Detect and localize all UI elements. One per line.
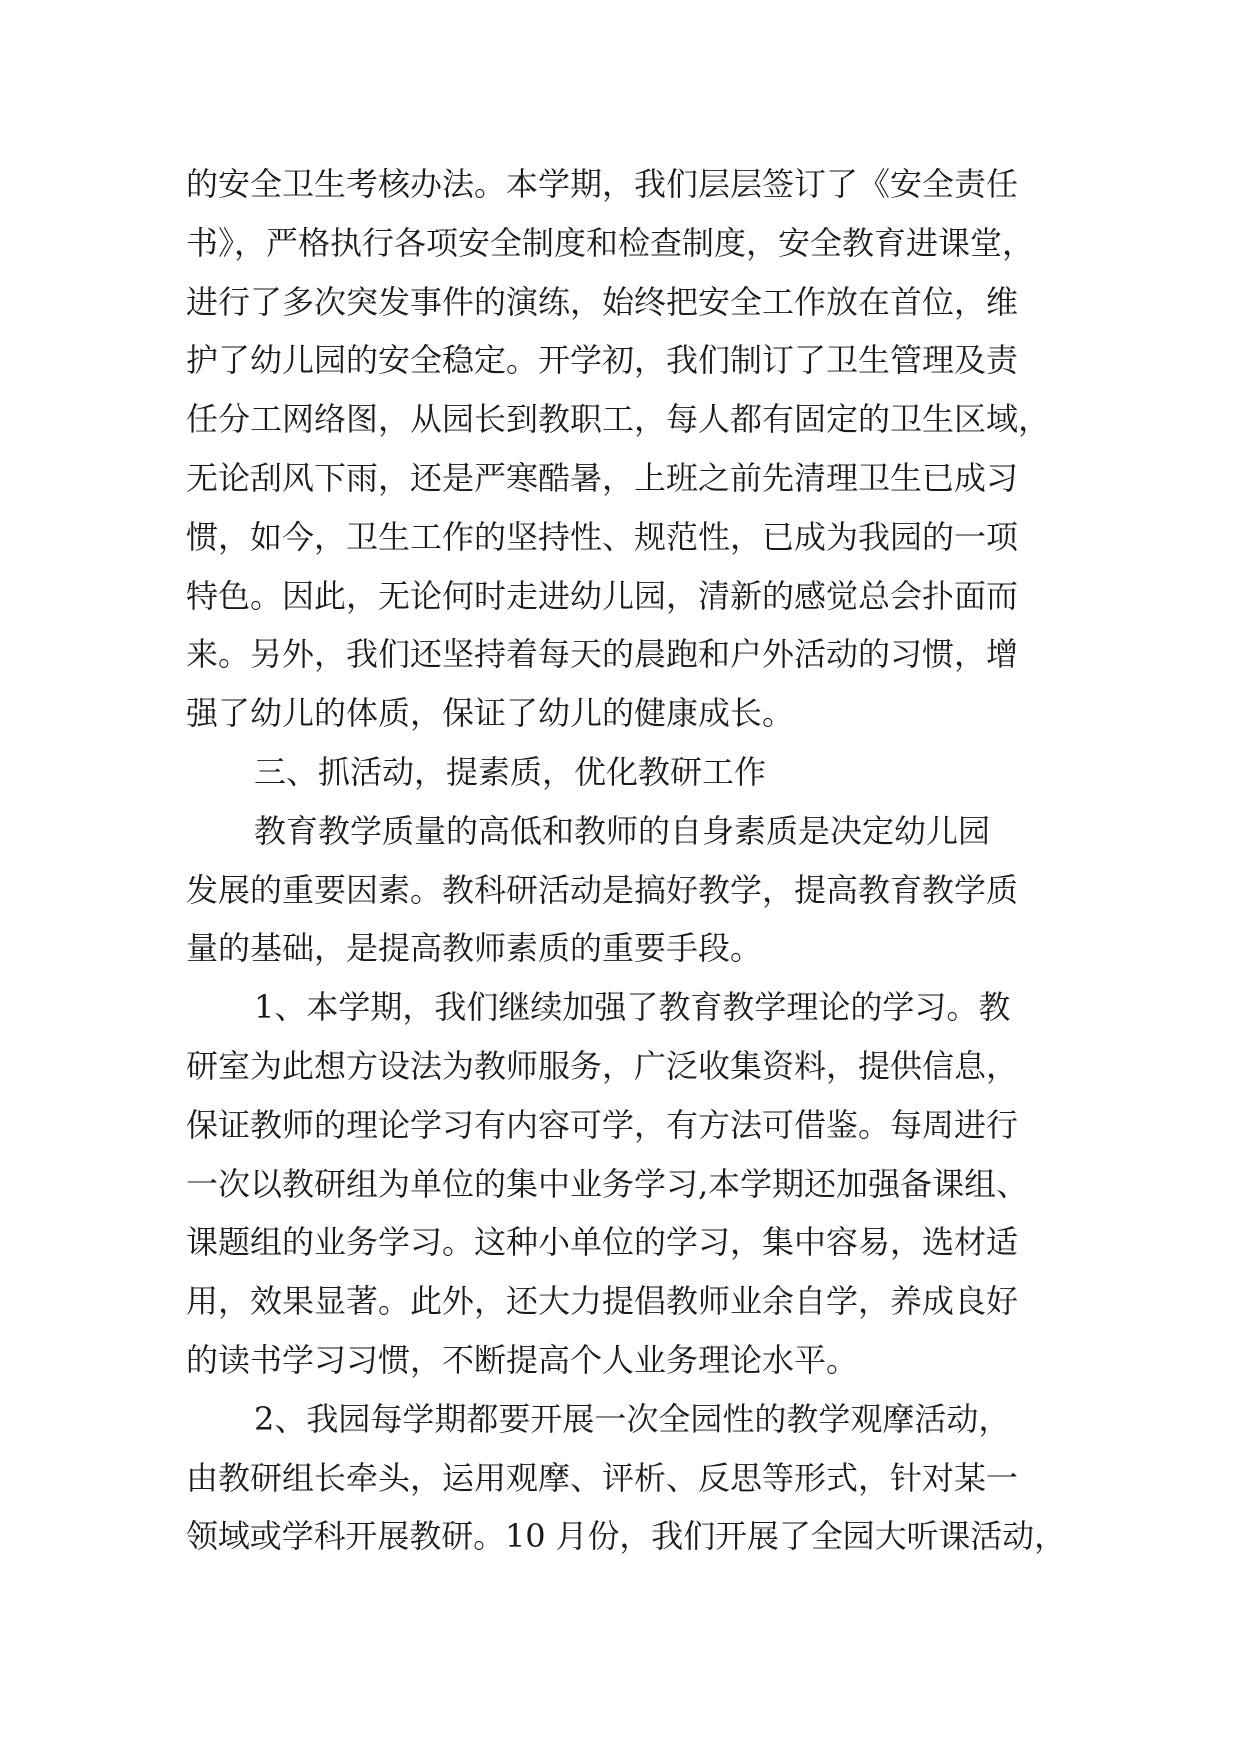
text-line: 用，效果显著。此外，还大力提倡教师业余自学，养成良好 — [186, 1282, 1019, 1321]
text-line: 由教研组长牵头，运用观摩、评析、反思等形式，针对某一 — [186, 1458, 1019, 1497]
document-body — [186, 155, 1066, 1566]
text-line: 护了幼儿园的安全稳定。开学初，我们制订了卫生管理及责 — [186, 341, 1019, 380]
text-line: 任分工网络图，从园长到教职工，每人都有固定的卫生区域， — [186, 400, 1051, 439]
text-line: 的安全卫生考核办法。本学期，我们层层签订了《安全责任 — [186, 165, 1019, 203]
text-line: 发展的重要因素。教科研活动是搞好教学，提高教育教学质 — [186, 870, 1019, 909]
text-line: 来。另外，我们还坚持着每天的晨跑和户外活动的习惯，增 — [186, 635, 1019, 674]
text-line: 保证教师的理论学习有内容可学，有方法可借鉴。每周进行 — [186, 1105, 1019, 1144]
text-line: 研室为此想方设法为教师服务，广泛收集资料，提供信息， — [186, 1046, 1019, 1085]
text-line: 1、本学期，我们继续加强了教育教学理论的学习。教 — [254, 988, 1011, 1027]
text-line: 书》，严格执行各项安全制度和检查制度，安全教育进课堂， — [186, 223, 1035, 262]
text-line: 课题组的业务学习。这种小单位的学习，集中容易，选材适 — [186, 1223, 1019, 1262]
text-line: 量的基础，是提高教师素质的重要手段。 — [186, 929, 763, 968]
text-line: 强了幼儿的体质，保证了幼儿的健康成长。 — [186, 694, 795, 733]
text-line: 教育教学质量的高低和教师的自身素质是决定幼儿园 — [254, 811, 991, 850]
text-line: 领域或学科开展教研。10 月份，我们开展了全园大听课活动， — [186, 1517, 1066, 1556]
text-line: 三、抓活动，提素质，优化教研工作 — [254, 752, 767, 791]
text-line: 的读书学习习惯，不断提高个人业务理论水平。 — [186, 1340, 859, 1379]
text-line: 2、我园每学期都要开展一次全园性的教学观摩活动， — [254, 1399, 1011, 1438]
text-line: 一次以教研组为单位的集中业务学习,本学期还加强备课组、 — [186, 1164, 1029, 1203]
text-line: 特色。因此，无论何时走进幼儿园，清新的感觉总会扑面而 — [186, 576, 1019, 615]
text-line: 进行了多次突发事件的演练，始终把安全工作放在首位，维 — [186, 282, 1019, 321]
text-line: 无论刮风下雨，还是严寒酷暑，上班之前先清理卫生已成习 — [186, 458, 1019, 497]
text-line: 惯，如今，卫生工作的坚持性、规范性，已成为我园的一项 — [186, 517, 1019, 556]
